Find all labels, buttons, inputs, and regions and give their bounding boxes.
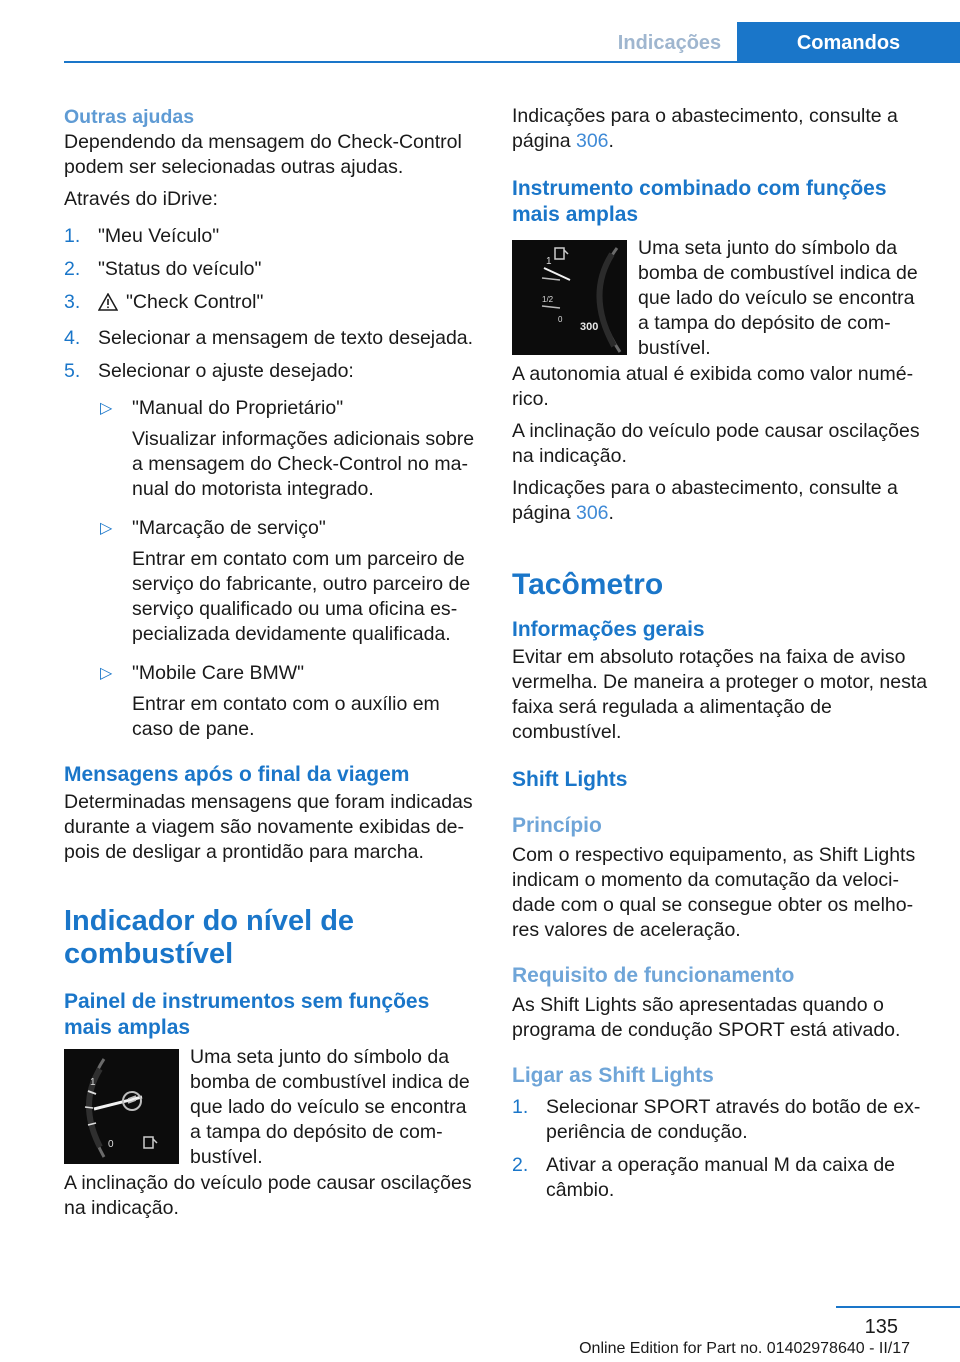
panel-figure-caption: Uma seta junto do símbolo da bomba de combustível indica de que lado do veículo se encontra a tampa do depósito de combustível. bbox=[190, 1046, 470, 1168]
principio-paragraph: Com o respectivo equipamento, as Shift Lights indicam o momento da comutação da velocidade com o qual se consegue obter os melhores valores de aceleração. bbox=[512, 844, 916, 941]
list-item bbox=[64, 326, 482, 351]
mensagens-paragraph: Determinadas mensagens que foram indicadas durante a viagem são novamente exibidas depois de desligar a prontidão para marcha. bbox=[64, 791, 473, 863]
fuel-gauge-image bbox=[64, 1049, 179, 1164]
option-description: Entrar em contato com o auxílio em caso de pane. bbox=[132, 693, 440, 740]
list-item bbox=[98, 661, 482, 742]
requisito-heading: Requisito de funcionamento bbox=[512, 964, 795, 987]
idrive-steps-list bbox=[64, 224, 482, 384]
inclinacao-paragraph: A inclinação do veículo pode causar oscilações na indicação. bbox=[512, 420, 920, 467]
panel-inclination-paragraph: A inclinação do veículo pode causar oscilações na indicação. bbox=[64, 1172, 472, 1219]
fuel-gauge-figure-row bbox=[64, 1046, 482, 1168]
step-number: 4. bbox=[64, 327, 81, 349]
instrument-figure-row bbox=[512, 237, 932, 359]
gauge-label-zero: 0 bbox=[108, 1139, 114, 1150]
instrument-gauge-image bbox=[512, 240, 627, 355]
list-item bbox=[512, 1095, 932, 1145]
list-item bbox=[64, 290, 482, 318]
gauge-label-zero: 0 bbox=[558, 315, 563, 324]
principio-heading: Princípio bbox=[512, 814, 602, 837]
step-text: Ativar a operação manual M da caixa de câmbio. bbox=[546, 1154, 896, 1201]
shift-lights-heading: Shift Lights bbox=[512, 768, 628, 791]
step-number: 2. bbox=[64, 258, 81, 280]
edition-footer: Online Edition for Part no. 01402978640 - II/17 bbox=[579, 1340, 910, 1357]
step-text: Selecionar a mensagem de texto desejada. bbox=[98, 327, 474, 349]
triangle-bullet-icon: ▷ bbox=[100, 665, 113, 682]
refuel-text: Indicações para o abastecimento, consulte a página bbox=[512, 105, 898, 152]
section-tab-indicacoes[interactable]: Indicações bbox=[617, 32, 722, 54]
option-title: "Manual do Proprietário" bbox=[132, 397, 344, 419]
instrument-figure-caption: Uma seta junto do símbolo da bomba de combustível indica de que lado do veículo se encontra a tampa do depósito de combustível. bbox=[638, 237, 918, 359]
step-text: "Status do veículo" bbox=[98, 258, 262, 280]
triangle-bullet-icon: ▷ bbox=[100, 520, 113, 537]
autonomia-paragraph: A autonomia atual é exibida como valor numérico. bbox=[512, 363, 914, 410]
section-tab-comandos[interactable]: Comandos bbox=[737, 22, 960, 62]
gauge-label-one: 1 bbox=[90, 1077, 96, 1088]
option-title: "Marcação de serviço" bbox=[132, 517, 326, 539]
refuel-paragraph-top: Indicações para o abastecimento, consulte a página 306. bbox=[512, 105, 898, 152]
left-column bbox=[64, 104, 482, 1228]
ligar-steps-list bbox=[512, 1095, 932, 1203]
list-item bbox=[64, 359, 482, 384]
footer-rule bbox=[836, 1306, 960, 1308]
idrive-paragraph: Através do iDrive: bbox=[64, 188, 218, 210]
page-link-306[interactable]: 306 bbox=[575, 502, 609, 524]
step-text: Selecionar SPORT através do botão de experiência de condução. bbox=[546, 1096, 921, 1143]
option-description: Visualizar informações adicionais sobre a mensagem do Check-Control no manual do motorista integrado. bbox=[132, 428, 475, 500]
requisito-paragraph: As Shift Lights são apresentadas quando o programa de condução SPORT está ativado. bbox=[512, 994, 901, 1041]
header-rule bbox=[64, 61, 960, 63]
step-text: "Meu Veículo" bbox=[98, 225, 220, 247]
right-column bbox=[512, 104, 932, 1211]
option-description: Entrar em contato com um parceiro de serviço do fabricante, outro parceiro de serviço qualificado ou uma oficina especializada devidamente qualificada. bbox=[132, 548, 471, 645]
mensagens-heading: Mensagens após o final da viagem bbox=[64, 763, 410, 786]
step-number: 3. bbox=[64, 291, 81, 313]
info-gerais-heading: Informações gerais bbox=[512, 618, 705, 641]
step-number: 1. bbox=[512, 1096, 529, 1118]
outras-ajudas-paragraph: Dependendo da mensagem do Check-Control podem ser selecionadas outras ajudas. bbox=[64, 131, 462, 178]
fuel-level-heading: Indicador do nível de combustível bbox=[64, 905, 355, 970]
triangle-bullet-icon: ▷ bbox=[100, 400, 113, 417]
outras-ajudas-heading: Outras ajudas bbox=[64, 106, 195, 128]
step-text: "Check Control" bbox=[126, 291, 264, 313]
gauge-label-one: 1 bbox=[546, 256, 552, 267]
ligar-heading: Ligar as Shift Lights bbox=[512, 1064, 714, 1087]
gauge-label-half: 1/2 bbox=[542, 295, 554, 304]
list-item bbox=[64, 257, 482, 282]
refuel-paragraph-bottom: Indicações para o abastecimento, consulte a página 306. bbox=[512, 477, 898, 524]
warning-triangle-icon bbox=[98, 293, 118, 318]
instrument-heading: Instrumento combinado com funções mais amplas bbox=[512, 177, 887, 226]
list-item bbox=[512, 1153, 932, 1203]
page-link-306[interactable]: 306 bbox=[575, 130, 609, 152]
list-item bbox=[98, 396, 482, 502]
info-gerais-paragraph: Evitar em absoluto rotações na faixa de aviso vermelha. De maneira a proteger o motor, nesta faixa será regulada a alimentação de combustível. bbox=[512, 646, 928, 743]
page-number: 135 bbox=[864, 1316, 898, 1338]
list-item bbox=[98, 516, 482, 647]
step-number: 1. bbox=[64, 225, 81, 247]
tacometro-heading: Tacômetro bbox=[512, 568, 664, 601]
step-text: Selecionar o ajuste desejado: bbox=[98, 360, 354, 382]
option-title: "Mobile Care BMW" bbox=[132, 662, 305, 684]
options-list bbox=[98, 396, 482, 742]
list-item bbox=[64, 224, 482, 249]
gauge-label-speed: 300 bbox=[580, 321, 599, 333]
refuel-text: Indicações para o abastecimento, consulte a página bbox=[512, 477, 898, 524]
panel-heading: Painel de instrumentos sem funções mais amplas bbox=[64, 990, 430, 1039]
step-number: 5. bbox=[64, 360, 81, 382]
page-header bbox=[0, 0, 960, 62]
step-number: 2. bbox=[512, 1154, 529, 1176]
